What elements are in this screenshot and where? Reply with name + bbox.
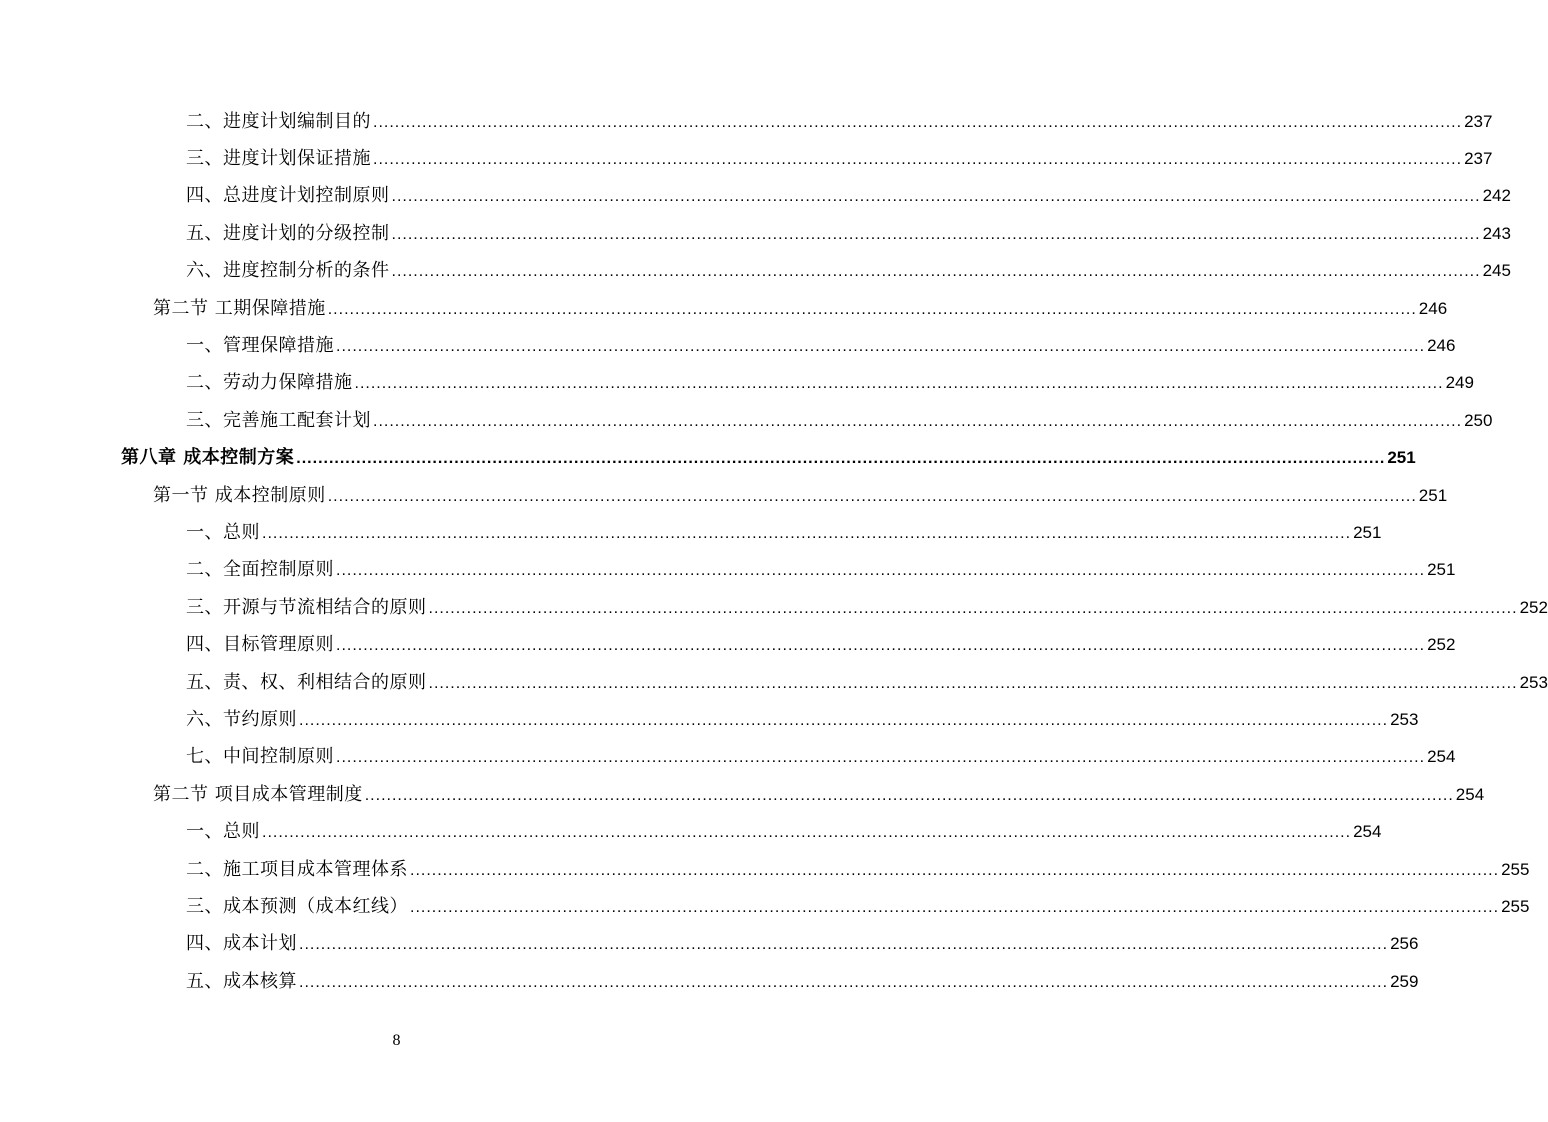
toc-item-row[interactable] — [0, 849, 1530, 886]
toc-dot-leader: ........................................................................................................................................................................................................ — [373, 113, 1463, 131]
toc-dot-leader: ........................................................................................................................................................................................................ — [336, 562, 1426, 580]
toc-dot-leader: ........................................................................................................................................................................................................ — [327, 300, 1417, 318]
toc-dot-leader: ........................................................................................................................................................................................................ — [410, 898, 1500, 916]
toc-entry-label: 第一节 成本控制原则 — [153, 484, 326, 506]
toc-section-row[interactable] — [0, 774, 1485, 811]
toc-entry[interactable] — [186, 144, 1493, 170]
toc-item-row[interactable] — [0, 886, 1530, 923]
toc-entry-label: 四、总进度计划控制原则 — [186, 185, 390, 207]
toc-item-row[interactable] — [0, 587, 1548, 624]
toc-entry-label: 二、劳动力保障措施 — [186, 372, 353, 394]
toc-entry-page: 256 — [1390, 934, 1419, 954]
toc-section-row[interactable] — [0, 288, 1448, 325]
toc-entry-page: 246 — [1418, 298, 1448, 318]
toc-item-row[interactable] — [0, 363, 1474, 400]
toc-entry-page: 255 — [1501, 896, 1530, 916]
toc-dot-leader: ........................................................................................................................................................................................................ — [327, 487, 1417, 505]
toc-entry-page: 242 — [1482, 186, 1511, 206]
toc-item-row[interactable] — [0, 400, 1493, 437]
toc-dot-leader: ........................................................................................................................................................................................................ — [391, 263, 1481, 281]
toc-entry-page: 252 — [1519, 597, 1548, 617]
toc-entry-label: 二、全面控制原则 — [186, 559, 334, 581]
toc-entry[interactable] — [186, 331, 1456, 357]
toc-entry[interactable] — [186, 406, 1493, 432]
toc-entry-page: 252 — [1427, 635, 1456, 655]
toc-item-row[interactable] — [0, 961, 1419, 998]
toc-dot-leader: ........................................................................................................................................................................................................ — [296, 450, 1386, 468]
toc-entry[interactable] — [121, 443, 1416, 469]
toc-entry-label: 四、目标管理原则 — [186, 634, 334, 656]
toc-item-row[interactable] — [0, 325, 1456, 362]
toc-entry-page: 253 — [1390, 709, 1419, 729]
toc-entry-label: 五、责、权、利相结合的原则 — [186, 671, 427, 693]
toc-entry-label: 三、完善施工配套计划 — [186, 409, 371, 431]
toc-entry[interactable] — [153, 294, 1448, 320]
toc-entry[interactable] — [186, 742, 1456, 768]
toc-item-row[interactable] — [0, 101, 1493, 138]
toc-entry-label: 二、进度计划编制目的 — [186, 110, 371, 132]
toc-entry[interactable] — [186, 219, 1511, 245]
toc-dot-leader: ........................................................................................................................................................................................................ — [373, 412, 1463, 430]
toc-item-row[interactable] — [0, 699, 1419, 736]
toc-item-row[interactable] — [0, 662, 1548, 699]
toc-entry[interactable] — [186, 518, 1382, 544]
toc-entry-page: 251 — [1418, 485, 1448, 505]
toc-entry-label: 三、进度计划保证措施 — [186, 148, 371, 170]
toc-entry-label: 三、成本预测（成本红线） — [186, 895, 408, 917]
page-number: 8 — [392, 1032, 401, 1049]
toc-dot-leader: ........................................................................................................................................................................................................ — [428, 674, 1518, 692]
toc-dot-leader: ........................................................................................................................................................................................................ — [262, 824, 1352, 842]
toc-entry-page: 254 — [1353, 822, 1382, 842]
toc-item-row[interactable] — [0, 924, 1419, 961]
toc-dot-leader: ........................................................................................................................................................................................................ — [299, 711, 1389, 729]
toc-entry-label: 第八章 成本控制方案 — [121, 447, 295, 469]
toc-entry-page: 253 — [1519, 672, 1548, 692]
toc-item-row[interactable] — [0, 138, 1493, 175]
toc-entry-page: 251 — [1387, 448, 1416, 468]
toc-entry-label: 一、管理保障措施 — [186, 335, 334, 357]
toc-entry-label: 第二节 工期保障措施 — [153, 297, 326, 319]
toc-item-row[interactable] — [0, 251, 1511, 288]
toc-dot-leader: ........................................................................................................................................................................................................ — [373, 151, 1463, 169]
toc-item-row[interactable] — [0, 512, 1382, 549]
toc-dot-leader: ........................................................................................................................................................................................................ — [391, 188, 1481, 206]
toc-entry[interactable] — [186, 368, 1474, 394]
toc-entry[interactable] — [186, 593, 1548, 619]
toc-entry-page: 251 — [1427, 560, 1456, 580]
toc-entry[interactable] — [186, 555, 1456, 581]
table-of-contents — [0, 101, 1548, 998]
toc-entry[interactable] — [186, 817, 1382, 843]
toc-entry[interactable] — [186, 705, 1419, 731]
toc-entry-page: 237 — [1464, 111, 1493, 131]
toc-entry[interactable] — [186, 892, 1530, 918]
toc-entry[interactable] — [153, 780, 1485, 806]
toc-section-row[interactable] — [0, 475, 1448, 512]
toc-item-row[interactable] — [0, 213, 1511, 250]
toc-entry-label: 一、总则 — [186, 821, 260, 843]
toc-dot-leader: ........................................................................................................................................................................................................ — [410, 861, 1500, 879]
toc-item-row[interactable] — [0, 737, 1456, 774]
toc-entry-page: 237 — [1464, 149, 1493, 169]
toc-entry-page: 254 — [1455, 784, 1485, 804]
toc-entry-label: 五、成本核算 — [186, 970, 297, 992]
toc-entry-label: 二、施工项目成本管理体系 — [186, 858, 408, 880]
toc-dot-leader: ........................................................................................................................................................................................................ — [336, 637, 1426, 655]
toc-entry-label: 三、开源与节流相结合的原则 — [186, 596, 427, 618]
toc-entry-label: 六、进度控制分析的条件 — [186, 260, 390, 282]
toc-dot-leader: ........................................................................................................................................................................................................ — [336, 338, 1426, 356]
toc-item-row[interactable] — [0, 811, 1382, 848]
toc-entry-page: 255 — [1501, 859, 1530, 879]
toc-dot-leader: ........................................................................................................................................................................................................ — [262, 524, 1352, 542]
toc-entry-page: 254 — [1427, 747, 1456, 767]
toc-entry[interactable] — [186, 855, 1530, 881]
toc-entry[interactable] — [186, 107, 1493, 133]
toc-dot-leader: ........................................................................................................................................................................................................ — [299, 936, 1389, 954]
toc-entry-page: 243 — [1482, 223, 1511, 243]
toc-entry[interactable] — [186, 630, 1456, 656]
toc-dot-leader: ........................................................................................................................................................................................................ — [364, 786, 1454, 804]
toc-entry[interactable] — [186, 181, 1511, 207]
toc-dot-leader: ........................................................................................................................................................................................................ — [336, 749, 1426, 767]
toc-chapter-row[interactable] — [0, 438, 1416, 475]
toc-entry-page: 249 — [1445, 373, 1474, 393]
toc-entry[interactable] — [186, 967, 1419, 993]
toc-dot-leader: ........................................................................................................................................................................................................ — [354, 375, 1444, 393]
toc-entry[interactable] — [186, 256, 1511, 282]
toc-entry[interactable] — [186, 668, 1548, 694]
toc-entry-label: 六、节约原则 — [186, 708, 297, 730]
toc-entry-page: 246 — [1427, 336, 1456, 356]
toc-entry-page: 250 — [1464, 410, 1493, 430]
toc-item-row[interactable] — [0, 176, 1511, 213]
toc-entry[interactable] — [186, 929, 1419, 955]
toc-item-row[interactable] — [0, 550, 1456, 587]
toc-dot-leader: ........................................................................................................................................................................................................ — [391, 225, 1481, 243]
toc-entry-label: 四、成本计划 — [186, 933, 297, 955]
toc-entry-label: 七、中间控制原则 — [186, 746, 334, 768]
toc-entry-page: 245 — [1482, 261, 1511, 281]
toc-dot-leader: ........................................................................................................................................................................................................ — [299, 973, 1389, 991]
toc-item-row[interactable] — [0, 624, 1456, 661]
toc-entry-label: 五、进度计划的分级控制 — [186, 222, 390, 244]
toc-entry-page: 251 — [1353, 522, 1382, 542]
toc-entry[interactable] — [153, 481, 1448, 507]
toc-entry-label: 一、总则 — [186, 521, 260, 543]
toc-dot-leader: ........................................................................................................................................................................................................ — [428, 599, 1518, 617]
toc-entry-page: 259 — [1390, 971, 1419, 991]
toc-entry-label: 第二节 项目成本管理制度 — [153, 783, 363, 805]
